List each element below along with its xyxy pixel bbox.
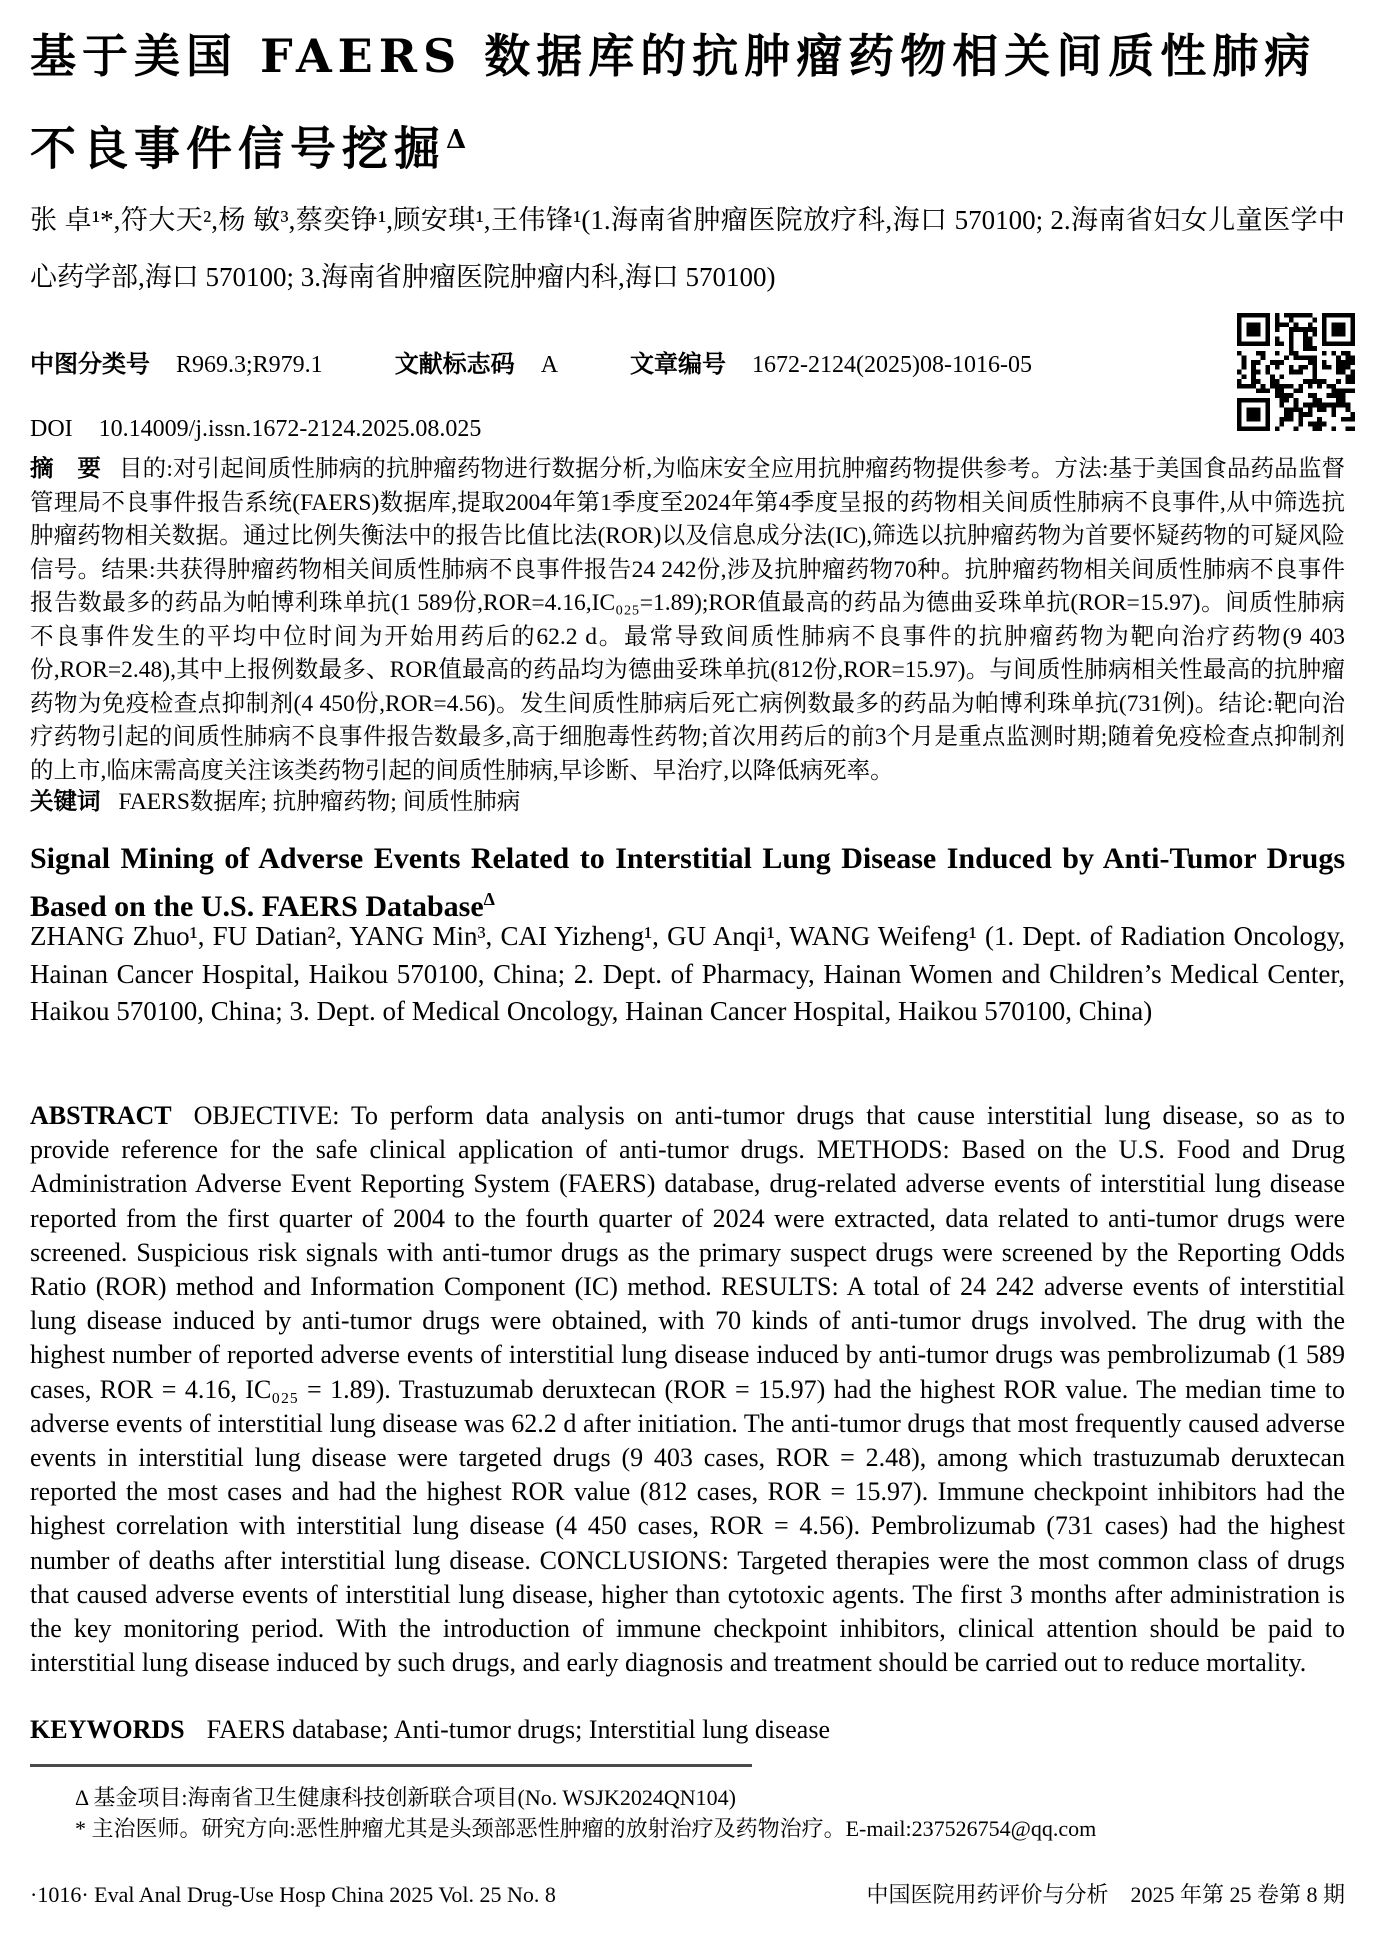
article-title-en: [30, 838, 1345, 927]
footnote-author-note: * 主治医师。研究方向:恶性肿瘤尤其是头颈部恶性肿瘤的放射治疗及药物治疗。E-mail:237526754@qq.com: [75, 1816, 1097, 1841]
footnote-divider: [30, 1764, 752, 1767]
abstract-cn: [30, 452, 1345, 788]
document-code-label: 文献标志码: [394, 351, 515, 378]
abstract-en-text: OBJECTIVE: To perform data analysis on anti-tumor drugs that cause interstitial lung disease, so as to provide reference for the safe clinical application of anti-tumor drugs. METHODS: Based on the U.S. Food and Drug Administration Adverse Event Reporting System (FAERS) database, drug-related adverse events of interstitial lung disease reported from the first quarter of 2004 to the fourth quarter of 2024 were extracted, data related to anti-tumor drugs were screened. Suspicious risk signals with anti-tumor drugs as the primary suspect drugs were screened by the Reporting Odds Ratio (ROR) method and Information Component (IC) method. RESULTS: A total of 24 242 adverse events of interstitial lung disease induced by anti-tumor drugs were obtained, with 70 kinds of anti-tumor drugs involved. The drug with the highest number of reported adverse events of interstitial lung disease induced by anti-tumor drugs was pembrolizumab (1 589 cases, ROR = 4.16, IC₀₂₅ = 1.89). Trastuzumab deruxtecan (ROR = 15.97) had the highest ROR value. The median time to adverse events of interstitial lung disease was 62.2 d after initiation. The anti-tumor drugs that most frequently caused adverse events in interstitial lung disease were targeted drugs (9 403 cases, ROR = 2.48), among which trastuzumab deruxtecan reported the most cases and had the highest ROR value (812 cases, ROR = 15.97). Immune checkpoint inhibitors had the highest correlation with interstitial lung disease (4 450 cases, ROR = 4.56). Pembrolizumab (731 cases) had the highest number of deaths after interstitial lung disease. CONCLUSIONS: Targeted therapies were the most common class of drugs that caused adverse events of interstitial lung disease, higher than cytotoxic agents. The first 3 months after administration is the key monitoring period. With the introduction of immune checkpoint inhibitors, clinical attention should be paid to interstitial lung disease induced by such drugs, and early diagnosis and treatment should be carried out to reduce mortality.: [30, 1101, 1345, 1678]
article-title-cn-footnote-mark: Δ: [446, 125, 467, 155]
keywords-cn-text: FAERS数据库; 抗肿瘤药物; 间质性肺病: [118, 789, 521, 815]
article-title-cn: [30, 14, 1345, 190]
article-id-label: 文章编号: [630, 351, 727, 378]
article-meta-row: [30, 344, 1032, 379]
abstract-en-label: ABSTRACT: [30, 1101, 172, 1130]
document-code: [395, 344, 558, 379]
footnote-fund-project: Δ 基金项目:海南省卫生健康科技创新联合项目(No. WSJK2024QN104): [75, 1785, 736, 1810]
clc-number-value: R969.3;R979.1: [176, 352, 323, 378]
keywords-en-label: KEYWORDS: [30, 1715, 185, 1744]
doi-label: DOI: [30, 416, 73, 442]
doi-value: 10.14009/j.issn.1672-2124.2025.08.025: [98, 416, 482, 442]
clc-number-label: 中图分类号: [30, 351, 150, 378]
page-footer: [30, 1880, 1345, 1910]
keywords-en: [30, 1713, 1345, 1747]
abstract-en: [30, 1099, 1345, 1680]
clc-number: [30, 344, 323, 379]
article-title-en-footnote-mark: Δ: [483, 889, 495, 909]
authors-affiliations-en: ZHANG Zhuo¹, FU Datian², YANG Min³, CAI Yizheng¹, GU Anqi¹, WANG Weifeng¹ (1. Dept. of Radiation Oncology, Hainan Cancer Hospital, Haikou 570100, China; 2. Dept. of Pharmacy, Hainan Women and Children’s Medical Center, Haikou 570100, China; 3. Dept. of Medical Oncology, Hainan Cancer Hospital, Haikou 570100, China): [30, 921, 1345, 1026]
keywords-cn-label: 关键词: [30, 788, 101, 814]
keywords-cn: [30, 785, 1345, 820]
article-title-cn-text: 基于美国 FAERS 数据库的抗肿瘤药物相关间质性肺病不良事件信号挖掘: [30, 29, 1317, 176]
abstract-cn-label: 摘 要: [30, 455, 101, 481]
article-title-en-text: Signal Mining of Adverse Events Related to Interstitial Lung Disease Induced by Anti-Tumor Drugs Based on the U.S. FAERS Database: [30, 842, 1345, 923]
qr-code-icon: [1237, 313, 1355, 431]
keywords-en-text: FAERS database; Anti-tumor drugs; Interstitial lung disease: [206, 1715, 831, 1744]
article-id: [630, 344, 1032, 379]
document-code-value: A: [540, 352, 559, 378]
abstract-cn-text: 目的:对引起间质性肺病的抗肿瘤药物进行数据分析,为临床安全应用抗肿瘤药物提供参考。方法:基于美国食品药品监督管理局不良事件报告系统(FAERS)数据库,提取2004年第1季度至2024年第4季度呈报的药物相关间质性肺病不良事件,从中筛选抗肿瘤药物相关数据。通过比例失衡法中的报告比值比法(ROR)以及信息成分法(IC),筛选以抗肿瘤药物为首要怀疑药物的可疑风险信号。结果:共获得肿瘤药物相关间质性肺病不良事件报告24 242份,涉及抗肿瘤药物70种。抗肿瘤药物相关间质性肺病不良事件报告数最多的药品为帕博利珠单抗(1 589份,ROR=4.16,IC₀₂₅=1.89);ROR值最高的药品为德曲妥珠单抗(ROR=15.97)。间质性肺病不良事件发生的平均中位时间为开始用药后的62.2 d。最常导致间质性肺病不良事件的抗肿瘤药物为靶向治疗药物(9 403份,ROR=2.48),其中上报例数最多、ROR值最高的药品均为德曲妥珠单抗(812份,ROR=15.97)。与间质性肺病相关性最高的抗肿瘤药物为免疫检查点抑制剂(4 450份,ROR=4.56)。发生间质性肺病后死亡病例数最多的药品为帕博利珠单抗(731例)。结论:靶向治疗药物引起的间质性肺病不良事件报告数最多,高于细胞毒性药物;首次用药后的前3个月是重点监测时期;随着免疫检查点抑制剂的上市,临床需高度关注该类药物引起的间质性肺病,早诊断、早治疗,以降低病死率。: [30, 456, 1346, 784]
article-id-value: 1672-2124(2025)08-1016-05: [752, 352, 1032, 378]
doi-row: [30, 416, 481, 443]
authors-affiliations-cn: 张 卓¹*,符大天²,杨 敏³,蔡奕铮¹,顾安琪¹,王伟锋¹(1.海南省肿瘤医院放疗科,海口 570100; 2.海南省妇女儿童医学中心药学部,海口 570100; 3.海南省肿瘤医院肿瘤内科,海口 570100): [30, 205, 1345, 292]
footer-journal-cn: 中国医院用药评价与分析 2025 年第 25 卷第 8 期: [866, 1882, 1345, 1907]
footer-page-journal-en: ·1016· Eval Anal Drug-Use Hosp China 2025 Vol. 25 No. 8: [30, 1882, 556, 1907]
footnotes: [75, 1782, 1335, 1844]
